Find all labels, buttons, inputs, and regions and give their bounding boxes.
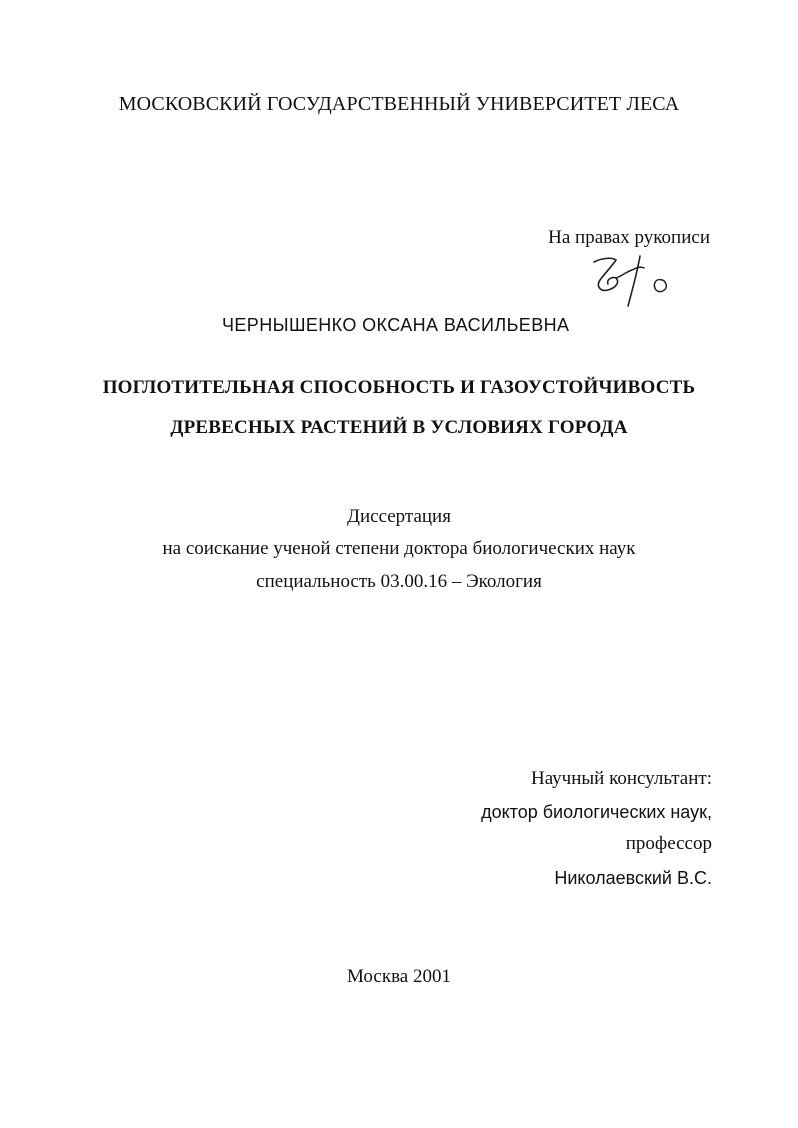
advisor-role: Научный консультант: [530,768,712,789]
advisor-degree: доктор биологических наук, [481,802,712,822]
dissertation-title-line-2: ДРЕВЕСНЫХ РАСТЕНИЙ В УСЛОВИЯХ ГОРОДА [170,417,628,438]
place-and-year: Москва 2001 [347,966,451,987]
specialty: специальность 03.00.16 – Экология [256,571,542,592]
author-name: ЧЕРНЫШЕНКО ОКСАНА ВАСИЛЬЕВНА [222,315,570,335]
document-type: Диссертация [347,506,451,527]
advisor-title: профессор [625,833,712,854]
degree-statement: на соискание ученой степени доктора биологических наук [162,538,636,559]
university-name: МОСКОВСКИЙ ГОСУДАРСТВЕННЫЙ УНИВЕРСИТЕТ ЛЕСА [118,93,680,115]
dissertation-title-line-1: ПОГЛОТИТЕЛЬНАЯ СПОСОБНОСТЬ И ГАЗОУСТОЙЧИВОСТЬ [102,377,696,398]
manuscript-note: На правах рукописи [548,227,710,248]
advisor-name: Николаевский В.С. [554,868,712,888]
handwritten-signature [582,248,682,310]
